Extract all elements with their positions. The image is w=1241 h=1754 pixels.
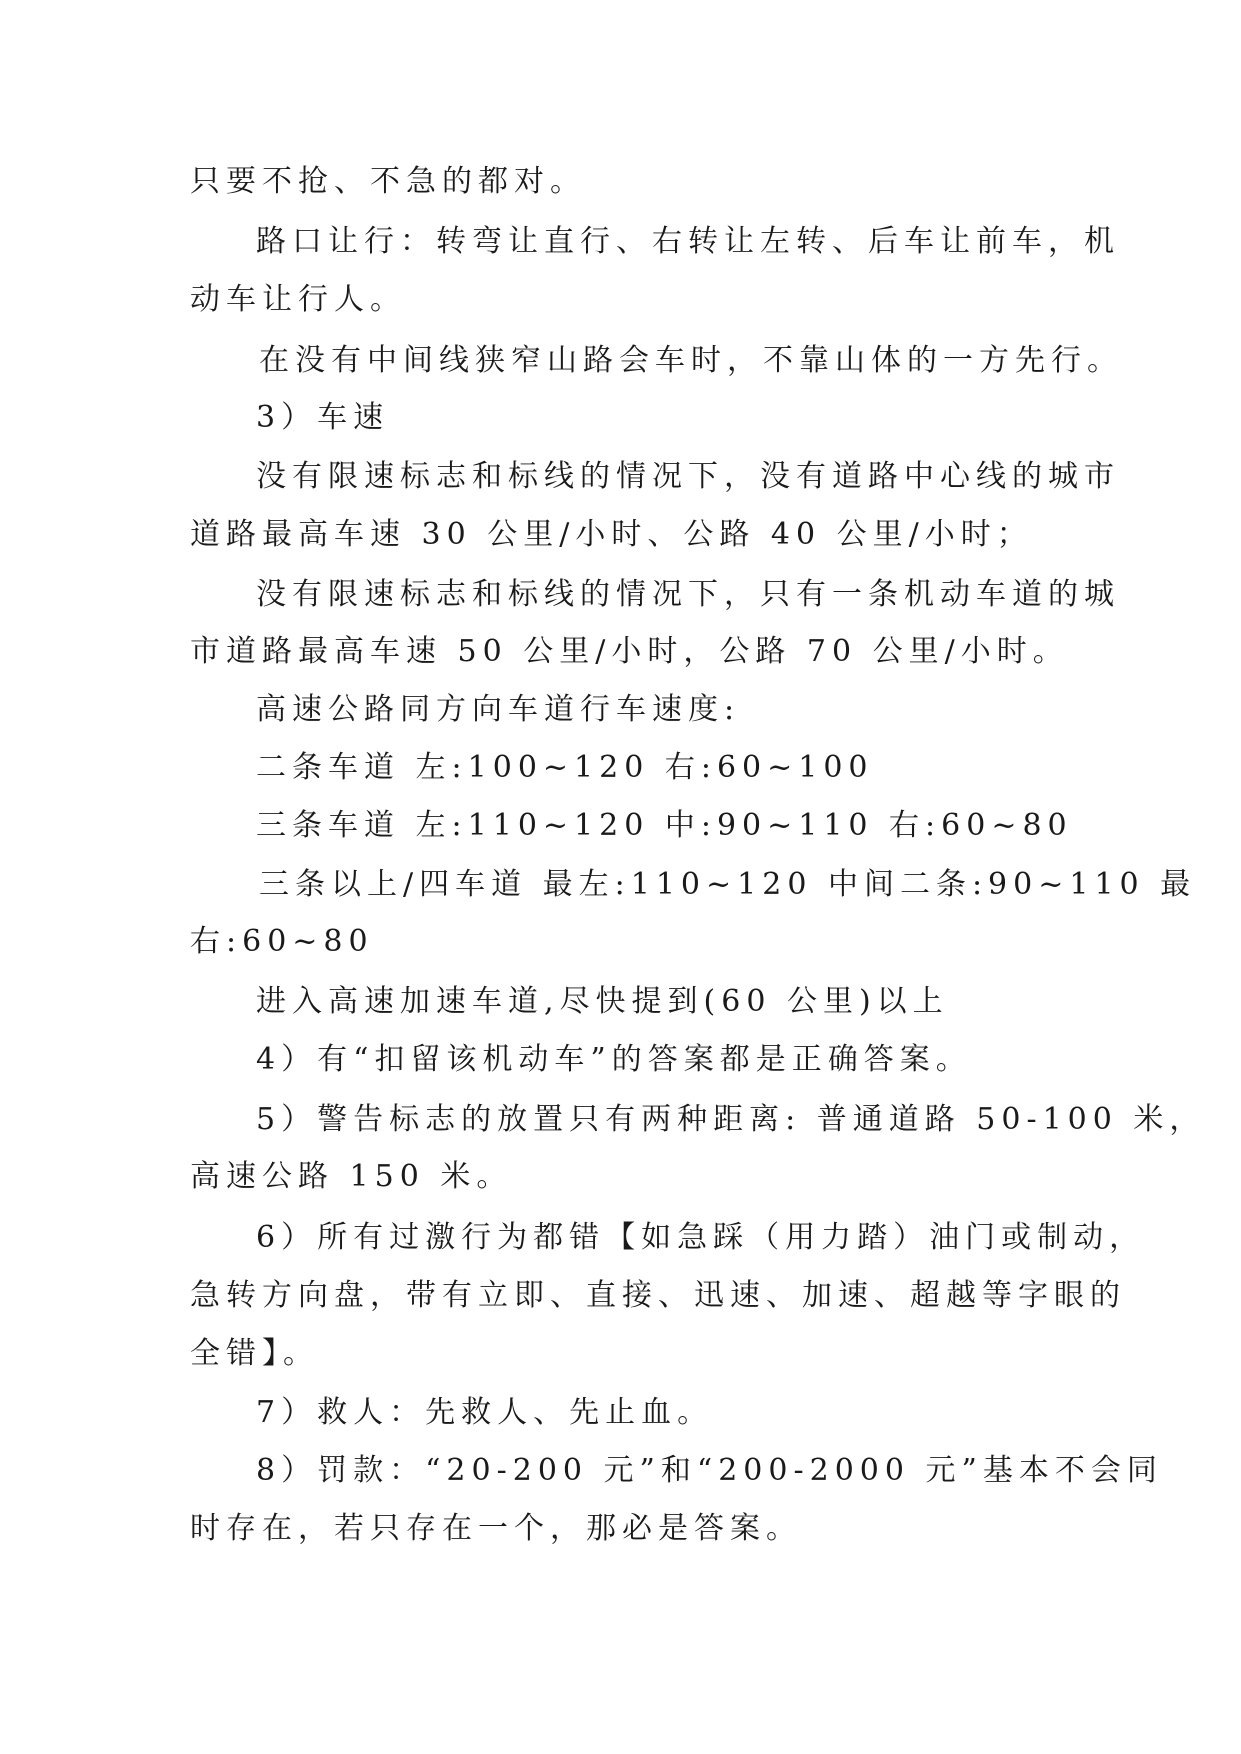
text-line: 8）罚款：“20-200 元”和“200-2000 元”基本不会同 xyxy=(256,1453,1163,1488)
text-line: 4）有“扣留该机动车”的答案都是正确答案。 xyxy=(256,1042,972,1077)
text-line: 右:60~80 xyxy=(190,924,374,959)
text-line: 6）所有过激行为都错【如急踩（用力踏）油门或制动， xyxy=(256,1220,1146,1255)
text-line: 高速公路 150 米。 xyxy=(190,1159,513,1194)
text-line: 道路最高车速 30 公里/小时、公路 40 公里/小时； xyxy=(190,517,1033,552)
text-line: 三条以上/四车道 最左:110~120 中间二条:90~110 最 xyxy=(259,867,1197,902)
text-line: 没有限速标志和标线的情况下，只有一条机动车道的城 xyxy=(256,577,1120,612)
text-line: 进入高速加速车道,尽快提到(60 公里)以上 xyxy=(256,984,949,1019)
text-line: 只要不抢、不急的都对。 xyxy=(190,164,586,199)
text-line: 急转方向盘，带有立即、直接、迅速、加速、超越等字眼的 xyxy=(190,1278,1126,1313)
text-line: 三条车道 左:110~120 中:90~110 右:60~80 xyxy=(256,808,1073,843)
text-line: 全错】。 xyxy=(190,1336,319,1371)
text-line: 没有限速标志和标线的情况下，没有道路中心线的城市 xyxy=(256,459,1120,494)
text-line: 动车让行人。 xyxy=(190,282,406,317)
text-line: 二条车道 左:100~120 右:60~100 xyxy=(256,750,874,785)
text-line: 路口让行：转弯让直行、右转让左转、后车让前车，机 xyxy=(256,224,1120,259)
text-line: 时存在，若只存在一个，那必是答案。 xyxy=(190,1511,802,1546)
text-line: 市道路最高车速 50 公里/小时，公路 70 公里/小时。 xyxy=(190,634,1069,669)
text-line: 在没有中间线狭窄山路会车时，不靠山体的一方先行。 xyxy=(259,343,1123,378)
text-line: 7）救人：先救人、先止血。 xyxy=(256,1395,714,1430)
text-line: 高速公路同方向车道行车速度: xyxy=(256,692,741,727)
text-line: 3）车速 xyxy=(256,400,390,435)
text-line: 5）警告标志的放置只有两种距离: 普通道路 50-100 米， xyxy=(256,1102,1206,1137)
